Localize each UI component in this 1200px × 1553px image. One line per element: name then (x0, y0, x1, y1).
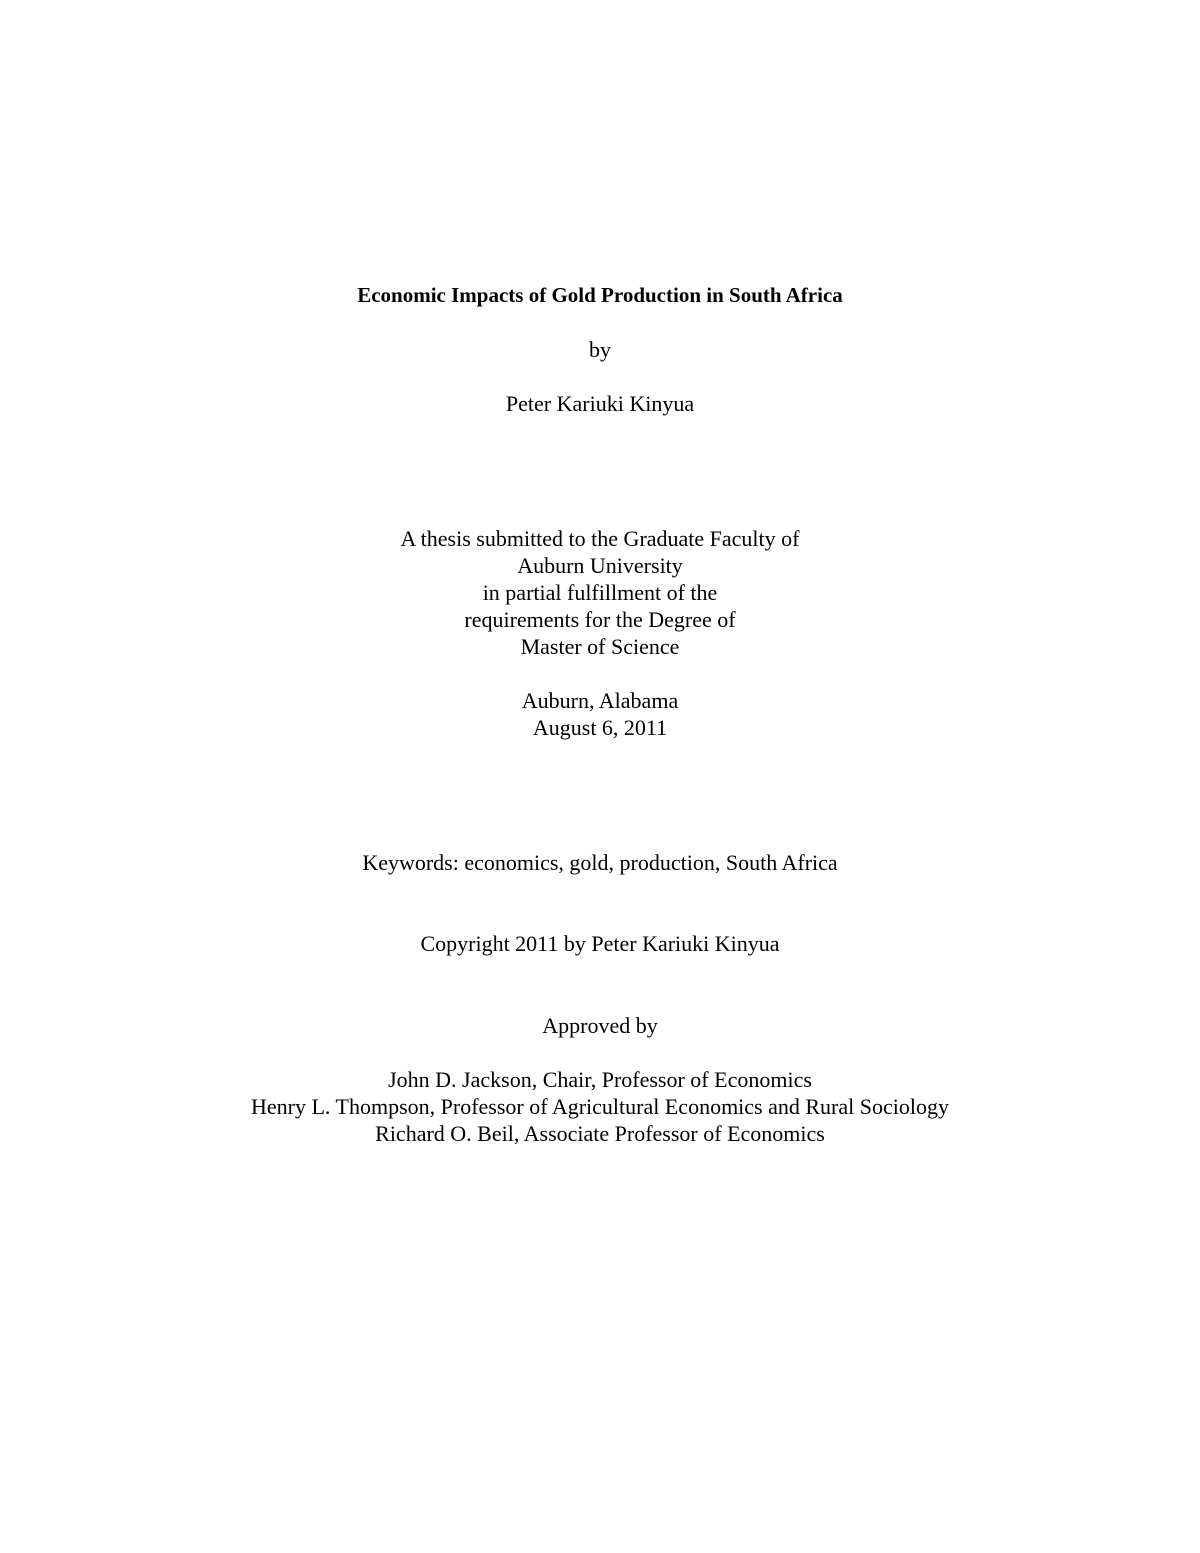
degree-name: Master of Science (520, 634, 680, 659)
submission-line: requirements for the Degree of (464, 607, 736, 632)
thesis-title: Economic Impacts of Gold Production in South Africa (357, 283, 843, 307)
author-name: Peter Kariuki Kinyua (505, 391, 695, 416)
approved-by-label: Approved by (542, 1013, 658, 1038)
submission-line: in partial fulfillment of the (482, 580, 718, 605)
committee-member: John D. Jackson, Chair, Professor of Economics (388, 1067, 812, 1092)
place: Auburn, Alabama (521, 688, 679, 713)
keywords: Keywords: economics, gold, production, South Africa (362, 850, 838, 875)
submission-line: Auburn University (517, 553, 683, 578)
committee-member: Richard O. Beil, Associate Professor of Economics (375, 1121, 825, 1146)
committee-member: Henry L. Thompson, Professor of Agricultural Economics and Rural Sociology (251, 1094, 949, 1119)
submission-line: A thesis submitted to the Graduate Faculty of (400, 526, 800, 551)
copyright: Copyright 2011 by Peter Kariuki Kinyua (420, 931, 780, 956)
by-label: by (589, 337, 611, 362)
date: August 6, 2011 (532, 715, 668, 740)
